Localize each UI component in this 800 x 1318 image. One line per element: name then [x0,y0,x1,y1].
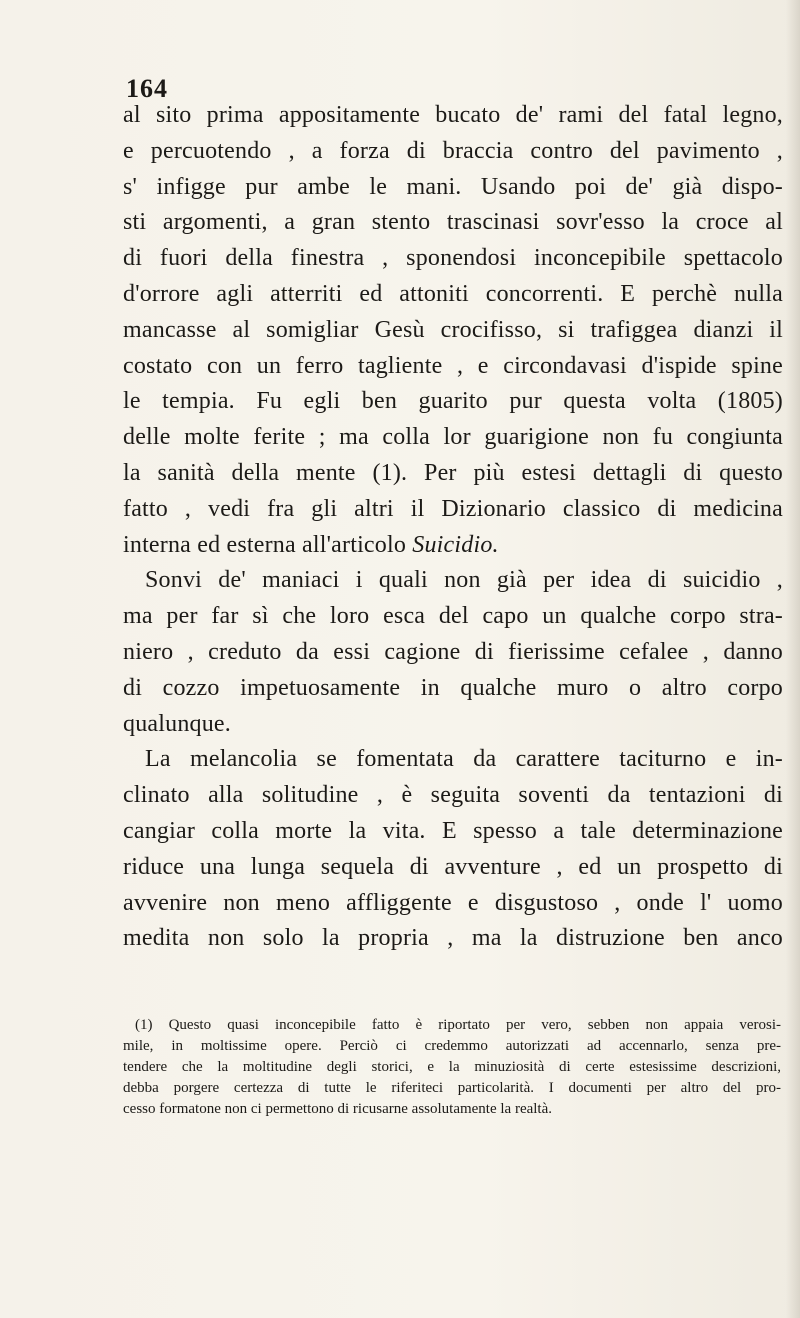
body-line: costato con un ferro tagliente , e circondavasi d'ispide spine [123,352,783,379]
body-line: delle molte ferite ; ma colla lor guarigione non fu congiunta [123,424,783,451]
body-line-with-italic [123,528,783,564]
footnote-line: tendere che la moltitudine degli storici, e la minuziosità di certe estesissime descrizioni, [123,1059,781,1075]
body-line: le tempia. Fu egli ben guarito pur questa volta (1805) [123,388,783,415]
footnote-line: debba porgere certezza di tutte le riferiteci particolarità. I documenti per altro del pro- [123,1080,781,1096]
page-number: 164 [126,74,168,103]
body-line: niero , creduto da essi cagione di fierissime cefalee , danno [123,638,783,665]
body-line: al sito prima appositamente bucato de' rami del fatal legno, [123,102,783,128]
body-line: sti argomenti, a gran stento trascinasi sovr'esso la croce al [123,209,783,236]
body-line: clinato alla solitudine , è seguita soventi da tentazioni di [123,782,783,809]
page-edge-shadow [786,0,800,1318]
footnote-line: mile, in moltissime opere. Perciò ci credemmo autorizzati ad accennarlo, senza pre- [123,1038,781,1054]
italic-term: Suicidio. [412,531,499,558]
body-line: cangiar colla morte la vita. E spesso a tale determinazione [123,817,783,844]
body-line: di cozzo impetuosamente in qualche muro o altro corpo [123,674,783,701]
body-line: mancasse al somigliar Gesù crocifisso, si trafiggea dianzi il [123,316,783,343]
body-line: e percuotendo , a forza di braccia contro del pavimento , [123,137,783,164]
body-line: avvenire non meno affliggente e disgustoso , onde l' uomo [123,889,783,916]
footnote-line: (1) Questo quasi inconcepibile fatto è riportato per vero, sebben non appaia verosi- [135,1017,781,1033]
body-line: qualunque. [123,710,231,737]
body-line: di fuori della finestra , sponendosi inconcepibile spettacolo [123,245,783,272]
body-line: medita non solo la propria , ma la distruzione ben anco [123,925,783,952]
footnotes [123,1015,781,1120]
body-line-text: interna ed esterna all'articolo [123,531,413,558]
body-line: ma per far sì che loro esca del capo un qualche corpo stra- [123,603,783,630]
body-line: fatto , vedi fra gli altri il Dizionario classico di medicina [123,495,783,522]
body-text [123,98,783,957]
footnote-line: cesso formatone non ci permettono di ricusarne assolutamente la realtà. [123,1101,553,1117]
body-line: riduce una lunga sequela di avventure , ed un prospetto di [123,853,783,880]
body-line: s' infigge pur ambe le mani. Usando poi de' già dispo- [123,173,783,200]
body-line: d'orrore agli atterriti ed attoniti concorrenti. E perchè nulla [123,280,783,307]
paragraph-start-line: Sonvi de' maniaci i quali non già per idea di suicidio , [145,567,783,594]
paragraph-start-line: La melancolia se fomentata da carattere taciturno e in- [145,746,783,773]
body-line: la sanità della mente (1). Per più estesi dettagli di questo [123,459,783,486]
